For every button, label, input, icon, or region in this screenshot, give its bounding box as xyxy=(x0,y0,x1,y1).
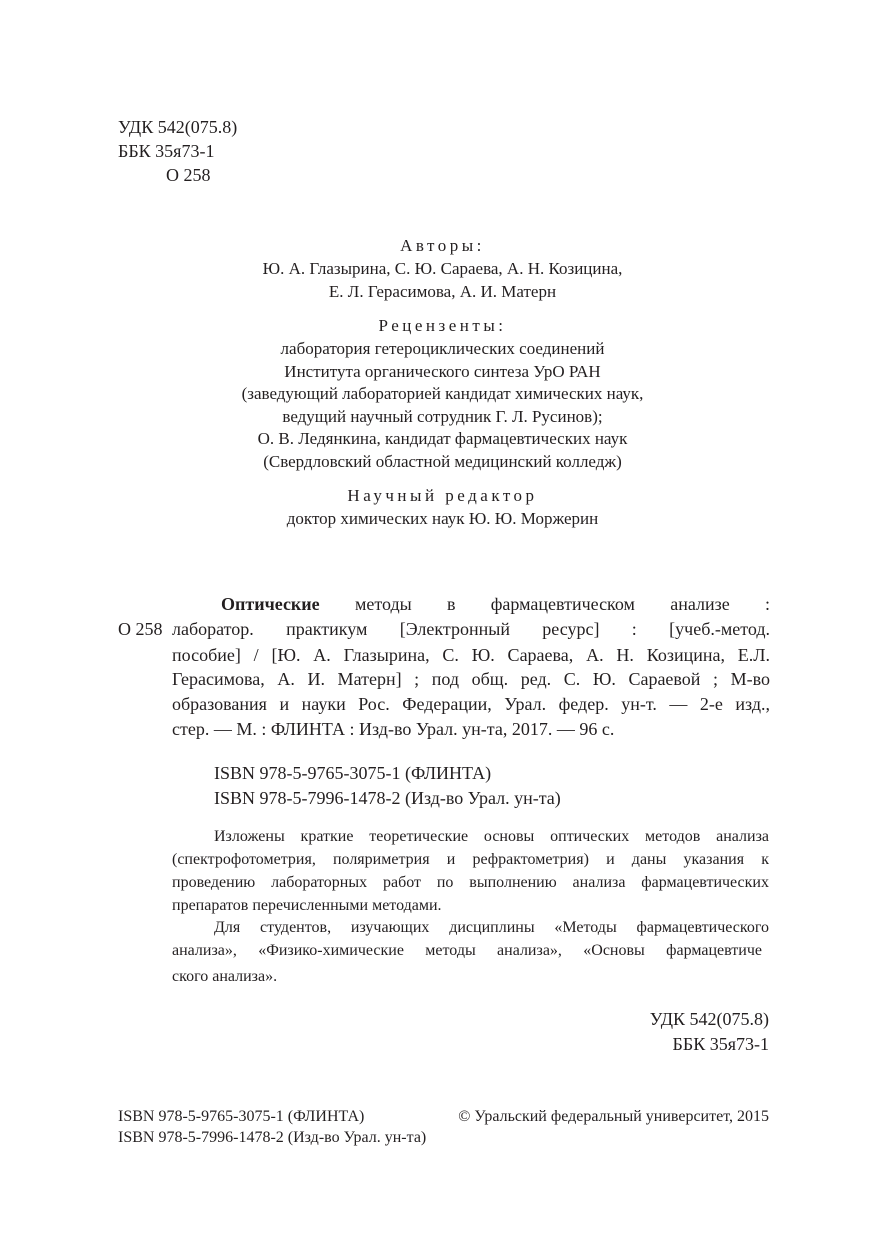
reviewer-line: (Свердловский областной медицинский колледж) xyxy=(263,452,622,471)
isbn-line-1: ISBN 978-5-9765-3075-1 (ФЛИНТА) xyxy=(214,763,492,783)
annotation-line: Изложены краткие теоретические основы оптических методов анализа xyxy=(214,828,769,845)
bib-line: стер. — М. : ФЛИНТА : Изд-во Урал. ун-та, 2017. — 96 с. xyxy=(172,719,615,739)
bottom-udk: УДК 542(075.8) xyxy=(649,1009,769,1029)
bib-line: Герасимова, А. И. Матерн] ; под общ. ред. С. Ю. Сараевой ; М-во xyxy=(172,669,770,689)
bib-title-rest: методы в фармацевтическом анализе : xyxy=(319,594,770,614)
bib-line: лаборатор. практикум [Электронный ресурс] : [учеб.-метод. xyxy=(172,619,770,639)
bib-line: образования и науки Рос. Федерации, Урал. федер. ун-т. — 2-е изд., xyxy=(172,694,770,714)
footer-isbn-2: ISBN 978-5-7996-1478-2 (Изд-во Урал. ун-та) xyxy=(118,1129,427,1146)
bib-title: Оптические xyxy=(221,594,320,614)
annotation-line: (спектрофотометрия, поляриметрия и рефрактометрия) и даны указания к xyxy=(172,851,769,868)
reviewer-line: ведущий научный сотрудник Г. Л. Русинов); xyxy=(282,407,603,426)
editor-heading: Научный редактор xyxy=(347,486,538,505)
udk-code: УДК 542(075.8) xyxy=(118,117,238,137)
annotation-line: проведению лабораторных работ по выполнению анализа фармацевтических xyxy=(172,874,769,891)
bib-title-line xyxy=(221,592,770,616)
bib-line: пособие] / [Ю. А. Глазырина, С. Ю. Сараева, А. Н. Козицина, Е.Л. xyxy=(172,645,770,665)
reviewers-heading: Рецензенты: xyxy=(378,316,507,335)
authors-line-1: Ю. А. Глазырина, С. Ю. Сараева, А. Н. Козицина, xyxy=(262,259,623,278)
annotation-line: анализа», «Физико-химические методы анализа», «Основы фармацевтиче xyxy=(172,942,762,959)
reviewer-line: лаборатория гетероциклических соединений xyxy=(280,339,605,358)
editor-line: доктор химических наук Ю. Ю. Моржерин xyxy=(286,509,599,528)
footer-copyright: © Уральский федеральный университет, 2015 xyxy=(458,1108,769,1125)
reviewer-line: Института органического синтеза УрО РАН xyxy=(284,362,601,381)
annotation-line: препаратов перечисленными методами. xyxy=(172,897,442,914)
annotation-line: Для студентов, изучающих дисциплины «Методы фармацевтического xyxy=(214,919,769,936)
bib-author-mark: О 258 xyxy=(118,619,163,639)
bottom-bbk: ББК 35я73-1 xyxy=(672,1034,769,1054)
reviewer-line: (заведующий лабораторией кандидат химических наук, xyxy=(241,384,644,403)
author-mark: О 258 xyxy=(166,165,211,185)
authors-heading: Авторы: xyxy=(400,236,485,255)
authors-line-2: Е. Л. Герасимова, А. И. Матерн xyxy=(328,282,557,301)
reviewer-line: О. В. Ледянкина, кандидат фармацевтических наук xyxy=(257,429,628,448)
isbn-line-2: ISBN 978-5-7996-1478-2 (Изд-во Урал. ун-та) xyxy=(214,788,561,808)
annotation-line: ского анализа». xyxy=(172,968,278,985)
footer-isbn-1: ISBN 978-5-9765-3075-1 (ФЛИНТА) xyxy=(118,1108,365,1125)
bbk-code: ББК 35я73-1 xyxy=(118,141,215,161)
